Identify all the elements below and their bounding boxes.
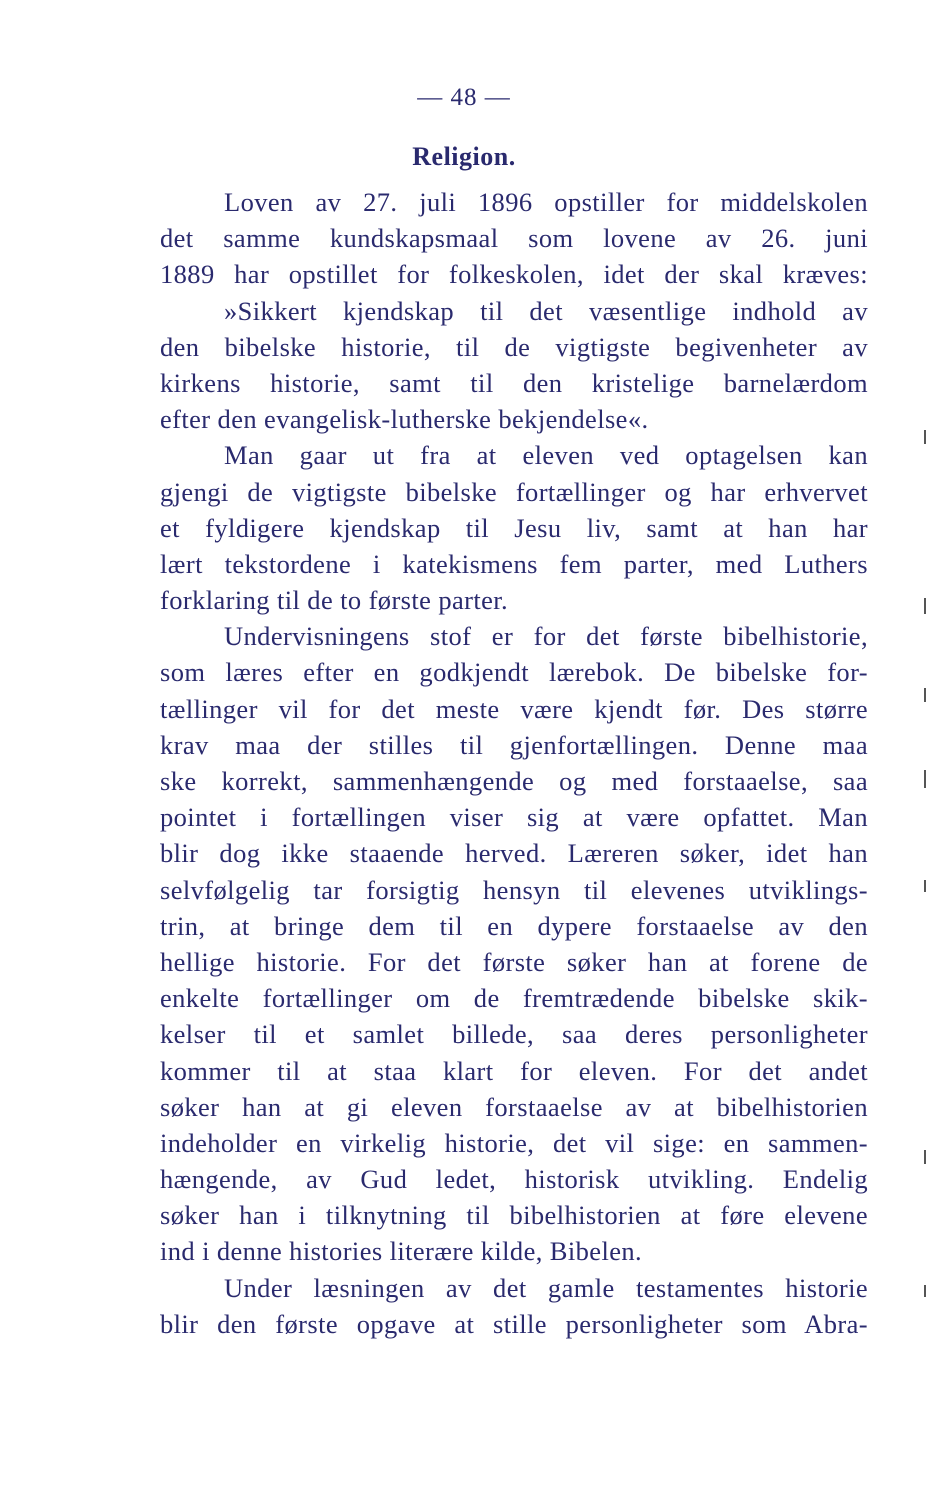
text-line: forklaring til de to første parter. <box>160 585 509 616</box>
page-edge-mark <box>924 1150 926 1164</box>
text-line: pointet i fortællingen viser sig at være opfattet. Man <box>160 802 868 833</box>
page-number: — 48 — <box>417 84 511 111</box>
text-line: selvfølgelig tar forsigtig hensyn til elevenes utviklings- <box>160 874 868 905</box>
text-line: Undervisningens stof er for det første bibelhistorie, <box>224 621 868 652</box>
page-edge-mark <box>924 1285 926 1297</box>
page-edge-mark <box>924 430 926 444</box>
text-line: Man gaar ut fra at eleven ved optagelsen kan <box>224 440 868 471</box>
page-edge-mark <box>924 880 926 892</box>
text-line: tællinger vil for det meste være kjendt før. Des større <box>160 693 868 724</box>
text-line: 1889 har opstillet for folkeskolen, idet der skal kræves: <box>160 259 868 290</box>
text-line: søker han i tilknytning til bibelhistorien at føre elevene <box>160 1200 868 1231</box>
text-line: blir dog ikke staaende herved. Læreren søker, idet han <box>160 838 868 869</box>
text-line: kelser til et samlet billede, saa deres personligheter <box>160 1019 868 1050</box>
text-line: enkelte fortællinger om de fremtrædende bibelske skik- <box>160 983 868 1014</box>
text-line: et fyldigere kjendskap til Jesu liv, samt at han har <box>160 512 868 543</box>
text-line: krav maa der stilles til gjenfortællingen. Denne maa <box>160 729 868 760</box>
text-line: blir den første opgave at stille personligheter som Abra- <box>160 1308 868 1339</box>
page-edge-mark <box>924 598 926 614</box>
text-line: ske korrekt, sammenhængende og med forstaaelse, saa <box>160 766 868 796</box>
page-edge-mark <box>924 770 926 788</box>
text-line: Loven av 27. juli 1896 opstiller for middelskolen <box>224 187 868 217</box>
text-line: lært tekstordene i katekismens fem parter, med Luthers <box>160 548 868 579</box>
text-line: søker han at gi eleven forstaaelse av at bibelhistorien <box>160 1091 868 1122</box>
text-line: kommer til at staa klart for eleven. For det andet <box>160 1055 868 1086</box>
text-line: hængende, av Gud ledet, historisk utvikling. Endelig <box>160 1164 868 1195</box>
text-line: trin, at bringe dem til en dypere forstaaelse av den <box>160 910 868 941</box>
text-line: ind i denne histories literære kilde, Bibelen. <box>160 1236 643 1267</box>
text-line: »Sikkert kjendskap til det væsentlige indhold av <box>224 295 868 326</box>
body-text <box>160 184 868 1342</box>
text-line: den bibelske historie, til de vigtigste begivenheter av <box>160 331 868 362</box>
text-line: efter den evangelisk-lutherske bekjendelse«. <box>160 404 649 435</box>
text-line: som læres efter en godkjendt lærebok. De bibelske for- <box>160 657 868 688</box>
text-line: Under læsningen av det gamle testamentes historie <box>224 1272 868 1303</box>
text-line: kirkens historie, samt til den kristelige barnelærdom <box>160 367 868 398</box>
text-line: gjengi de vigtigste bibelske fortællinger og har erhvervet <box>160 476 868 507</box>
section-heading: Religion. <box>412 142 516 171</box>
page-edge-mark <box>924 688 926 702</box>
text-line: indeholder en virkelig historie, det vil sige: en sammen- <box>160 1127 868 1158</box>
text-line: hellige historie. For det første søker han at forene de <box>160 946 868 977</box>
text-line: det samme kundskapsmaal som lovene av 26. juni <box>160 223 868 254</box>
